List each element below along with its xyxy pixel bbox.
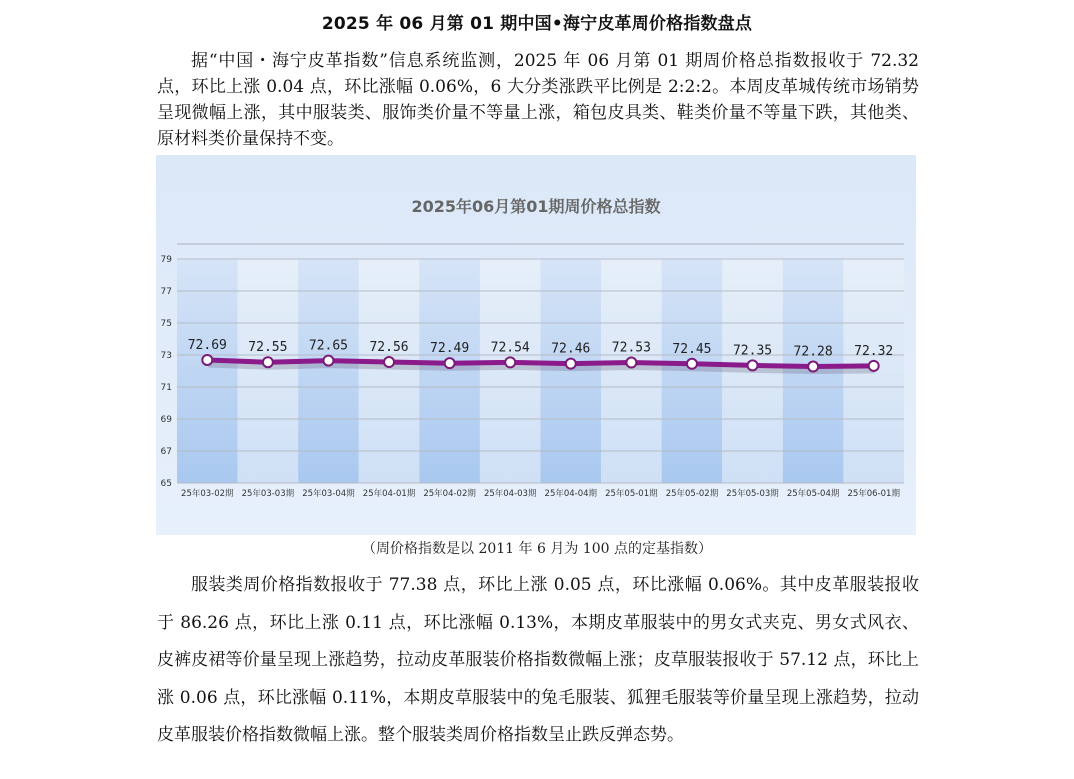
y-tick-label: 73 bbox=[160, 351, 172, 361]
data-label: 72.45 bbox=[672, 341, 712, 357]
data-label: 72.28 bbox=[793, 344, 833, 360]
plot-band bbox=[298, 259, 359, 483]
chart-canvas bbox=[156, 155, 916, 535]
y-tick-label: 69 bbox=[160, 415, 172, 425]
plot-band bbox=[419, 259, 480, 483]
x-tick-label: 25年04-02期 bbox=[423, 489, 476, 499]
y-tick-label: 65 bbox=[160, 479, 172, 489]
page-title: 2025 年 06 月第 01 期中国•海宁皮革周价格指数盘点 bbox=[321, 14, 753, 34]
plot-band bbox=[359, 259, 420, 483]
y-tick-label: 67 bbox=[160, 447, 172, 457]
price-index-chart bbox=[156, 155, 916, 535]
y-tick-label: 71 bbox=[160, 383, 172, 393]
x-tick-label: 25年05-01期 bbox=[605, 489, 658, 499]
x-tick-label: 25年05-04期 bbox=[786, 489, 840, 499]
x-tick-label: 25年06-01期 bbox=[847, 489, 900, 499]
intro-paragraph: 据“中国・海宁皮革指数”信息系统监测，2025 年 06 月第 01 期周价格总指数报收于 72.32 点，环比上涨 0.04 点，环比涨幅 0.06%，6 大分类涨跌平比例是 2:2:2。本周皮革城传统市场销势呈现微幅上涨，其中服装类、服饰类价量不等量上涨，箱包皮具类、鞋类价量不等量下跌，其他类、原材料类价量保持不变。 bbox=[157, 51, 919, 149]
clothing-paragraph: 服装类周价格指数报收于 77.38 点，环比上涨 0.05 点，环比涨幅 0.06%。其中皮革服装报收于 86.26 点，环比上涨 0.11 点，环比涨幅 0.13%，本期皮革服装中的男女式夹克、男女式风衣、皮裤皮裙等价量呈现上涨趋势，拉动皮革服装价格指数微幅上涨；皮草服装报收于 57.12 点，环比上涨 0.06 点，环比涨幅 0.11%，本期皮草服装中的兔毛服装、狐狸毛服装等价量呈现上涨趋势，拉动皮革服装价格指数微幅上涨。整个服装类周价格指数呈止跌反弹态势。 bbox=[157, 575, 919, 745]
data-point bbox=[384, 357, 394, 367]
y-tick-label: 79 bbox=[160, 255, 172, 265]
chart-caption: （周价格指数是以 2011 年 6 月为 100 点的定基指数） bbox=[362, 541, 712, 557]
data-point bbox=[748, 360, 758, 370]
data-label: 72.46 bbox=[551, 341, 591, 357]
chart-title: 2025年06月第01期周价格总指数 bbox=[411, 197, 661, 216]
data-point bbox=[445, 358, 455, 368]
data-label: 72.32 bbox=[854, 343, 894, 359]
x-tick-label: 25年03-02期 bbox=[181, 489, 234, 499]
plot-band bbox=[177, 259, 238, 483]
data-point bbox=[869, 361, 879, 371]
data-label: 72.69 bbox=[187, 337, 227, 353]
data-point bbox=[263, 357, 273, 367]
data-point bbox=[505, 357, 515, 367]
data-point bbox=[626, 358, 636, 368]
x-tick-label: 25年04-01期 bbox=[362, 489, 416, 499]
x-tick-label: 25年05-02期 bbox=[665, 489, 719, 499]
data-point bbox=[687, 359, 697, 369]
data-label: 72.55 bbox=[248, 340, 288, 356]
x-tick-label: 25年03-04期 bbox=[302, 489, 355, 499]
plot-band bbox=[480, 259, 541, 483]
data-point bbox=[808, 362, 818, 372]
plot-band bbox=[238, 259, 299, 483]
data-label: 72.49 bbox=[430, 341, 470, 357]
data-label: 72.53 bbox=[611, 340, 651, 356]
data-label: 72.56 bbox=[369, 340, 409, 356]
x-tick-label: 25年05-03期 bbox=[726, 489, 779, 499]
data-label: 72.35 bbox=[732, 343, 773, 359]
data-point bbox=[566, 359, 576, 369]
plot-band bbox=[601, 259, 662, 483]
data-point bbox=[323, 356, 333, 366]
y-tick-label: 77 bbox=[160, 287, 172, 297]
x-tick-label: 25年03-03期 bbox=[241, 489, 295, 499]
data-label: 72.54 bbox=[490, 340, 530, 356]
data-label: 72.65 bbox=[308, 338, 349, 354]
data-point bbox=[202, 355, 212, 365]
x-tick-label: 25年04-03期 bbox=[483, 489, 537, 499]
x-tick-label: 25年04-04期 bbox=[544, 489, 598, 499]
y-tick-label: 75 bbox=[160, 319, 172, 329]
